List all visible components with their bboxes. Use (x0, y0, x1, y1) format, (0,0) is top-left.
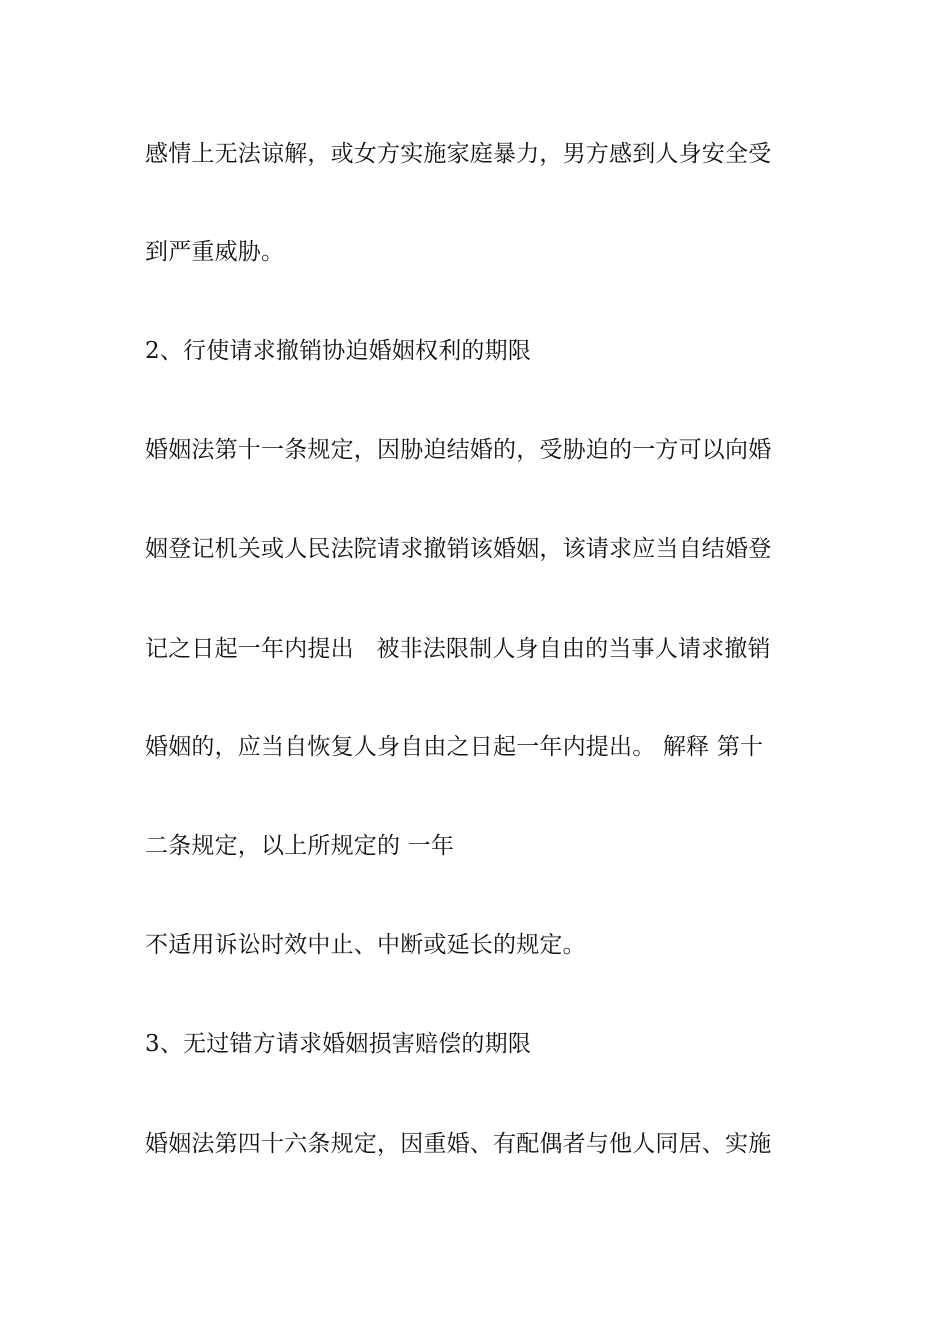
paragraph-line: 婚姻的，应当自恢复人身自由之日起一年内提出。 解释 第十 (145, 734, 764, 760)
paragraph-line: 感情上无法谅解，或女方实施家庭暴力，男方感到人身安全受 (145, 141, 772, 167)
paragraph-line: 到严重威胁。 (145, 239, 285, 265)
paragraph-line: 二条规定，以上所规定的 一年 (145, 833, 455, 859)
section-heading: 2、行使请求撤销协迫婚姻权利的期限 (145, 338, 532, 364)
paragraph-line: 婚姻法第四十六条规定，因重婚、有配偶者与他人同居、实施 (145, 1131, 772, 1157)
paragraph-line: 姻登记机关或人民法院请求撤销该婚姻，该请求应当自结婚登 (145, 536, 772, 562)
paragraph-line: 不适用诉讼时效中止、中断或延长的规定。 (145, 932, 586, 958)
paragraph-line: 婚姻法第十一条规定，因胁迫结婚的，受胁迫的一方可以向婚 (145, 437, 772, 463)
paragraph-line: 记之日起一年内提出 被非法限制人身自由的当事人请求撤销 (145, 636, 771, 662)
section-heading: 3、无过错方请求婚姻损害赔偿的期限 (145, 1031, 532, 1057)
